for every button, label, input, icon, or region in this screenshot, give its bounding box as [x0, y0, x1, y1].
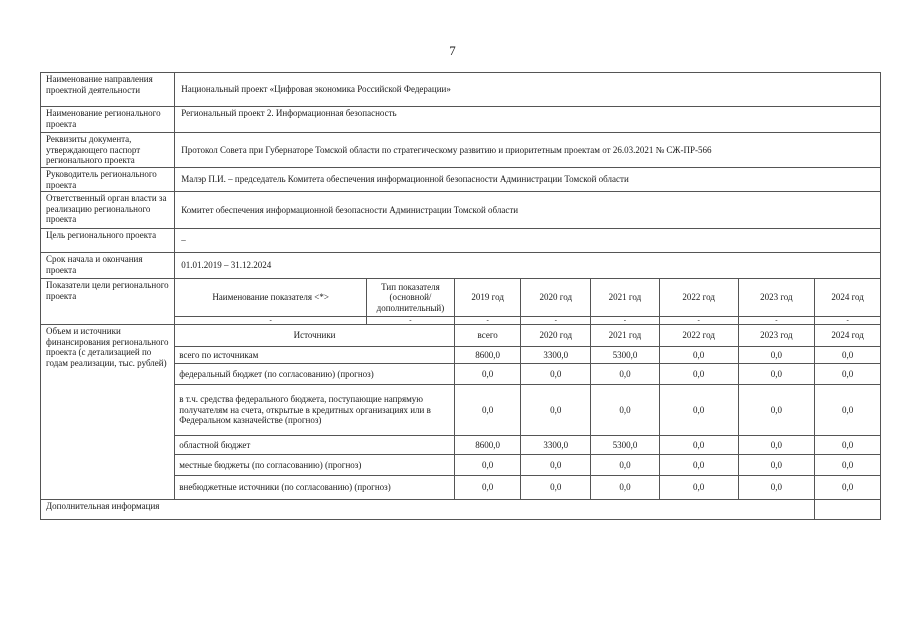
page-number: 7: [449, 43, 456, 58]
funding-source: местные бюджеты (по согласованию) (прогноз): [175, 455, 455, 476]
label-funding: Объем и источники финансирования регионального проекта (с детализацией по годам реализации, тыс. рублей): [41, 325, 175, 500]
funding-value: 5300,0: [591, 436, 660, 455]
funding-header: 2020 год: [521, 325, 591, 347]
value-requisites: Протокол Совета при Губернаторе Томской области по стратегическому развитию и приоритетным проектам от 26.03.2021 № СЖ-ПР-566: [175, 133, 881, 168]
funding-value: 0,0: [738, 347, 815, 364]
funding-value: 0,0: [454, 455, 521, 476]
funding-value: 5300,0: [591, 347, 660, 364]
funding-value: 0,0: [738, 476, 815, 500]
indicator-header: 2021 год: [591, 279, 660, 317]
funding-value: 0,0: [738, 455, 815, 476]
funding-value: 0,0: [815, 455, 881, 476]
indicators-header-row: [41, 279, 881, 317]
label-project-name: Наименование регионального проекта: [41, 107, 175, 133]
label-goal: Цель регионального проекта: [41, 229, 175, 253]
funding-source: внебюджетные источники (по согласованию) (прогноз): [175, 476, 455, 500]
funding-value: 3300,0: [521, 347, 591, 364]
funding-value: 0,0: [454, 385, 521, 436]
funding-value: 0,0: [815, 385, 881, 436]
funding-value: 0,0: [591, 476, 660, 500]
value-responsible: Комитет обеспечения информационной безопасности Администрации Томской области: [175, 192, 881, 229]
funding-value: 0,0: [659, 385, 738, 436]
funding-value: 3300,0: [521, 436, 591, 455]
funding-value: 0,0: [659, 364, 738, 385]
indicator-cell: -: [738, 317, 815, 325]
funding-value: 0,0: [454, 364, 521, 385]
funding-value: 0,0: [454, 476, 521, 500]
value-additional: [815, 500, 881, 520]
funding-header: Источники: [175, 325, 455, 347]
value-head: Малэр П.И. – председатель Комитета обеспечения информационной безопасности Администрации Томской области: [175, 168, 881, 192]
funding-value: 0,0: [591, 385, 660, 436]
funding-header: 2022 год: [659, 325, 738, 347]
funding-value: 0,0: [521, 455, 591, 476]
indicator-cell: -: [367, 317, 455, 325]
row-direction: [41, 73, 881, 107]
label-additional: Дополнительная информация: [41, 500, 815, 520]
indicator-header: Наименование показателя <*>: [175, 279, 367, 317]
indicator-cell: -: [521, 317, 591, 325]
funding-value: 0,0: [815, 347, 881, 364]
row-requisites: [41, 133, 881, 168]
funding-value: 8600,0: [454, 347, 521, 364]
funding-value: 0,0: [815, 436, 881, 455]
funding-value: 0,0: [738, 364, 815, 385]
funding-value: 0,0: [521, 476, 591, 500]
row-responsible: [41, 192, 881, 229]
funding-value: 0,0: [815, 364, 881, 385]
funding-source: в т.ч. средства федерального бюджета, поступающие напрямую получателям на счета, открытые в кредитных организациях или в Федеральном казначействе (прогноз): [175, 385, 455, 436]
passport-table: [40, 72, 881, 520]
row-head: [41, 168, 881, 192]
funding-value: 0,0: [659, 476, 738, 500]
value-goal: –: [175, 229, 881, 253]
indicator-cell: -: [175, 317, 367, 325]
value-project-name: Региональный проект 2. Информационная безопасность: [175, 107, 881, 133]
value-direction: Национальный проект «Цифровая экономика Российской Федерации»: [175, 73, 881, 107]
funding-value: 0,0: [521, 385, 591, 436]
funding-source: всего по источникам: [175, 347, 455, 364]
funding-header: всего: [454, 325, 521, 347]
funding-header-row: [41, 325, 881, 347]
indicator-header: 2024 год: [815, 279, 881, 317]
row-goal: [41, 229, 881, 253]
indicator-header: 2019 год: [454, 279, 521, 317]
indicator-cell: -: [454, 317, 521, 325]
funding-value: 0,0: [815, 476, 881, 500]
label-period: Срок начала и окончания проекта: [41, 253, 175, 279]
label-indicators: Показатели цели регионального проекта: [41, 279, 175, 325]
row-period: [41, 253, 881, 279]
label-responsible: Ответственный орган власти за реализацию регионального проекта: [41, 192, 175, 229]
funding-header: 2024 год: [815, 325, 881, 347]
funding-header: 2023 год: [738, 325, 815, 347]
indicator-header: 2023 год: [738, 279, 815, 317]
label-direction: Наименование направления проектной деятельности: [41, 73, 175, 107]
funding-value: 0,0: [591, 364, 660, 385]
funding-value: 0,0: [738, 385, 815, 436]
funding-value: 0,0: [659, 347, 738, 364]
funding-header: 2021 год: [591, 325, 660, 347]
row-additional: [41, 500, 881, 520]
indicator-cell: -: [815, 317, 881, 325]
indicator-header: Тип показателя (основной/ дополнительный): [367, 279, 455, 317]
funding-value: 0,0: [738, 436, 815, 455]
funding-source: областной бюджет: [175, 436, 455, 455]
funding-value: 0,0: [521, 364, 591, 385]
label-head: Руководитель регионального проекта: [41, 168, 175, 192]
funding-value: 8600,0: [454, 436, 521, 455]
indicator-cell: -: [659, 317, 738, 325]
indicator-header: 2020 год: [521, 279, 591, 317]
funding-source: федеральный бюджет (по согласованию) (прогноз): [175, 364, 455, 385]
row-project-name: [41, 107, 881, 133]
value-period: 01.01.2019 – 31.12.2024: [175, 253, 881, 279]
indicator-header: 2022 год: [659, 279, 738, 317]
funding-value: 0,0: [659, 436, 738, 455]
label-requisites: Реквизиты документа, утверждающего паспорт регионального проекта: [41, 133, 175, 168]
indicator-cell: -: [591, 317, 660, 325]
funding-value: 0,0: [659, 455, 738, 476]
funding-value: 0,0: [591, 455, 660, 476]
